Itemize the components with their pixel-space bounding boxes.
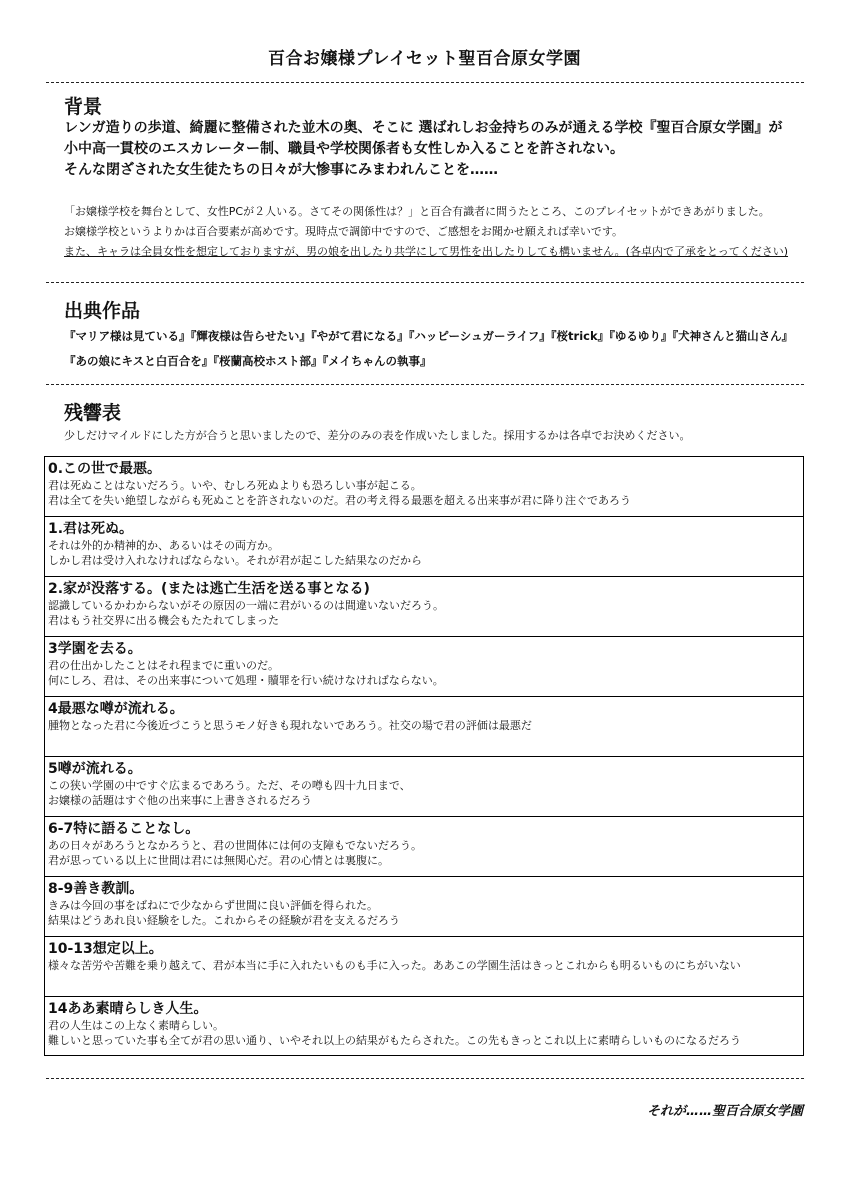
divider <box>46 1078 804 1079</box>
row-text: 何にしろ、君は、その出来事について処理・贖罪を行い続けなければならない。 <box>48 674 444 687</box>
row-title: 0.この世で最悪。 <box>48 461 162 477</box>
row-text: しかし君は受け入れなければならない。それが君が起こした結果なのだから <box>48 554 422 567</box>
row-title: 3学園を去る。 <box>48 641 142 657</box>
table-row <box>45 637 803 697</box>
background-line: 小中高一貫校のエスカレーター制、職員や学校関係者も女性しか入ることを許されない。 <box>64 141 624 157</box>
table-row <box>45 517 803 577</box>
row-text: 様々な苦労や苦難を乗り越えて、君が本当に手に入れたいものも手に入った。ああこの学園生活はきっとこれからも明るいものにちがいない <box>48 959 741 972</box>
sources-heading: 出典作品 <box>64 300 141 322</box>
row-text: 腫物となった君に今後近づこうと思うモノ好きも現れないであろう。社交の場で君の評価は最悪だ <box>48 719 532 732</box>
row-title: 14ああ素晴らしき人生。 <box>48 1001 208 1017</box>
divider <box>46 384 804 385</box>
table-row <box>45 757 803 817</box>
divider <box>46 282 804 283</box>
table-row <box>45 577 803 637</box>
table-row <box>45 817 803 877</box>
row-text: 君は全てを失い絶望しながらも死ぬことを許されないのだ。君の考え得る最悪を超える出来事が君に降り注ぐであろう <box>48 494 631 507</box>
row-title: 1.君は死ぬ。 <box>48 521 134 537</box>
divider <box>46 82 804 83</box>
sources-line: 『あの娘にキスと白百合を』『桜蘭高校ホスト部』『メイちゃんの執事』 <box>64 354 432 368</box>
note-line: 「お嬢様学校を舞台として、女性PCが２人いる。さてその関係性は？」と百合有識者に問うたところ、このプレイセットができあがりました。 <box>64 205 770 218</box>
row-title: 5噂が流れる。 <box>48 761 142 777</box>
row-text: 君が思っている以上に世間は君には無関心だ。君の心情とは裏腹に。 <box>48 854 389 867</box>
aftermath-table <box>44 456 804 1056</box>
aftermath-intro: 少しだけマイルドにした方が合うと思いましたので、差分のみの表を作成いたしました。採用するかは各卓でお決めください。 <box>64 429 691 442</box>
row-title: 8-9善き教訓。 <box>48 881 144 897</box>
row-title: 6-7特に語ることなし。 <box>48 821 200 837</box>
table-row <box>45 937 803 997</box>
row-text: 結果はどうあれ良い経験をした。これからその経験が君を支えるだろう <box>48 914 400 927</box>
row-text: 君の人生はこの上なく素晴らしい。 <box>48 1019 224 1032</box>
page-title: 百合お嬢様プレイセット聖百合原女学園 <box>268 49 581 69</box>
aftermath-heading: 残響表 <box>64 402 122 424</box>
row-text: あの日々があろうとなかろうと、君の世間体には何の支障もでないだろう。 <box>48 839 422 852</box>
note-line: お嬢様学校というよりかは百合要素が高めです。現時点で調節中ですので、ご感想をお聞かせ願えれば幸いです。 <box>64 225 624 238</box>
background-line: レンガ造りの歩道、綺麗に整備された並木の奥、そこに 選ばれしお金持ちのみが通える学校『聖百合原女学園』が <box>64 120 783 136</box>
background-notes <box>64 202 788 262</box>
row-title: 4最悪な噂が流れる。 <box>48 701 184 717</box>
row-text: それは外的か精神的か、あるいはその両方か。 <box>48 539 279 552</box>
row-text: お嬢様の話題はすぐ他の出来事に上書きされるだろう <box>48 794 312 807</box>
table-row <box>45 997 803 1055</box>
note-line: また、キャラは全員女性を想定しておりますが、男の娘を出したり共学にして男性を出したりしても構いません。(各卓内で了承をとってください) <box>64 245 789 258</box>
table-row <box>45 457 803 517</box>
background-heading: 背景 <box>64 96 103 118</box>
row-text: 君の仕出かしたことはそれ程までに重いのだ。 <box>48 659 279 672</box>
sources-list <box>64 324 793 374</box>
sources-line: 『マリア様は見ている』『輝夜様は告らせたい』『やがて君になる』『ハッピーシュガーライフ』『桜trick』『ゆるゆり』『犬神さんと猫山さん』 <box>64 329 794 343</box>
background-text <box>64 118 834 181</box>
background-line: そんな閉ざされた女生徒たちの日々が大惨事にみまわれんことを…… <box>64 162 498 178</box>
row-text: きみは今回の事をばねにで少なからず世間に良い評価を得られた。 <box>48 899 378 912</box>
row-title: 2.家が没落する。(または逃亡生活を送る事となる) <box>48 581 370 597</box>
row-text: 認識しているかわからないがその原因の一端に君がいるのは間違いないだろう。 <box>48 599 444 612</box>
row-text: 難しいと思っていた事も全てが君の思い通り、いやそれ以上の結果がもたらされた。この先もきっとこれ以上に素晴らしいものになるだろう <box>48 1034 741 1047</box>
row-title: 10-13想定以上。 <box>48 941 163 957</box>
row-text: 君はもう社交界に出る機会もたたれてしまった <box>48 614 279 627</box>
table-row <box>45 877 803 937</box>
row-text: この狭い学園の中ですぐ広まるであろう。ただ、その噂も四十九日まで、 <box>48 779 411 792</box>
closing-line: それが……聖百合原女学園 <box>646 1104 803 1119</box>
row-text: 君は死ぬことはないだろう。いや、むしろ死ぬよりも恐ろしい事が起こる。 <box>48 479 422 492</box>
table-row <box>45 697 803 757</box>
